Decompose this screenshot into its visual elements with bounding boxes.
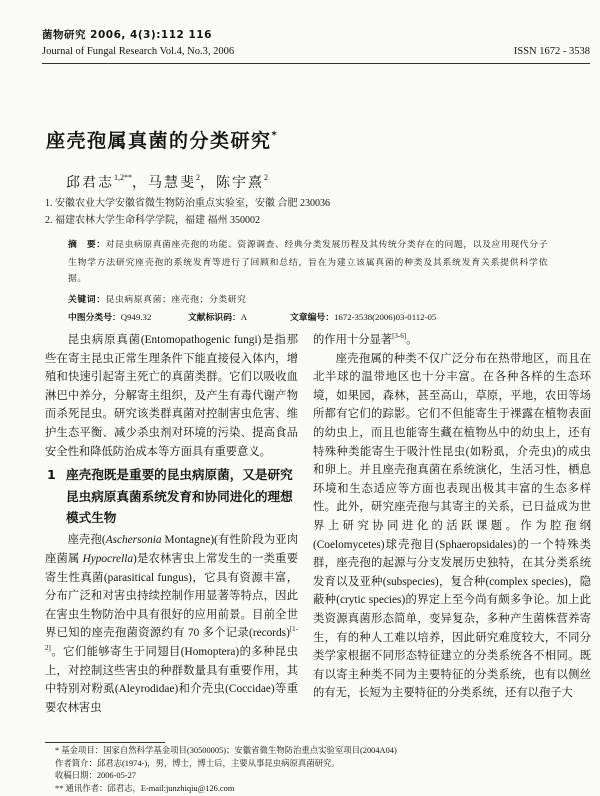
clc-number [68,310,151,323]
author-name: 邱君志 [66,176,114,191]
author-affiliation-mark: 2 [196,173,200,182]
document-code-label: 文献标识码： [188,313,241,323]
issn: ISSN 1672 - 3538 [513,46,590,57]
right-column [313,331,591,703]
teleomorph-name: Hypocrella [82,552,133,565]
section-1-paragraph-1 [45,531,298,717]
header-rule [42,63,590,64]
paragraph-text: 的作用十分显著 [313,334,393,346]
paragraph-text: 。它们能够寄生于同翅目(Homoptera)的多种昆虫上，对控制这些害虫的种群数量具有重要作用，其中特别对粉虱(Aleyrodidae)和介壳虫(Coccidae)等重要农林害虫 [45,645,298,714]
footnote-author-bio: 作者简介：邱君志(1974-)，男，博士，博士后，主要从事昆虫病原真菌研究。 [55,758,340,768]
document-code-value: A [240,312,248,322]
affiliations [45,195,585,229]
abstract [68,236,548,287]
title-text: 座壳孢属真菌的分类研究 [46,130,272,152]
journal-citation-cn: 菌物研究 2006, 4(3):112 116 [42,29,212,41]
paragraph-text: Montagne)(有性阶段为亚肉座菌属 [45,534,298,565]
citation-ref: [3-6] [392,332,407,340]
paragraph-text: 。 [406,334,418,346]
section-1-paragraph-1-continued [313,331,591,350]
intro-paragraph: 昆虫病原真菌(Entomopathogenic fungi)是指那些在寄主昆虫正常生理条件下能直接侵入体内，增殖和快速引起寄主死亡的真菌类群。它们以吸收血淋巴中养分，分解寄主组织，及产生有毒代谢产物而杀死昆虫。研究该类群真菌对控制害虫危害、维护生态平衡、减少杀虫剂对环境的污染、提高食品安全性和降低防治成本等方面具有重要意义。 [45,334,298,458]
section-number: 1 [47,467,56,483]
author-affiliation-mark: 1,2** [114,173,132,182]
left-column [45,331,298,717]
title-note-mark: * [271,130,279,141]
author-name: 马慧斐 [148,176,196,191]
footnote-rule [45,742,165,743]
keywords-label: 关键词： [68,295,106,305]
section-1-heading [45,464,298,528]
journal-citation-en: Journal of Fungal Research Vol.4, No.3, 2006 [42,46,235,57]
paragraph-text: 座壳孢( [67,534,106,547]
abstract-text: 对昆虫病原真菌座壳孢的功能、资源调查、经典分类发展历程及其传统分类存在的问题，以及应用现代分子生物学方法研究座壳孢的系统发育等进行了回顾和总结，旨在为建立该属真菌的种类及其系统发育关系提供科学依据。 [68,239,549,283]
author-separator: ， [200,176,216,191]
keywords [68,292,247,305]
article-title [46,126,278,153]
author-name: 陈宇熹 [216,176,264,191]
genus-name: Aschersonia [105,534,162,547]
footnote-fund: * 基金项目：国家自然科学基金项目(30500005)；安徽省微生物防治重点实验室项目(2004A04) [55,746,397,755]
keywords-text: 昆虫病原真菌；座壳孢；分类研究 [105,294,247,304]
citation-ref: [1-2] [45,625,298,652]
clc-label: 中图分类号： [68,313,121,323]
affiliation-1: 1. 安徽农业大学安徽省微生物防治重点实验室，安徽 合肥 230036 [45,198,330,209]
paragraph-text: )是农林害虫上常发生的一类重要寄生性真菌(parasitical fungus)，它具有资源丰富，分布广泛和对害虫持续控制作用显著等特点，因此在害虫生物防治中具有很好的应用前景。目前全世界已知的座壳孢菌资源约有 70 多个记录(records) [45,552,298,640]
affiliation-2: 2. 福建农林大学生命科学学院，福建 福州 350002 [45,215,260,226]
author-affiliation-mark: 2 [264,173,268,182]
section-1-paragraph-2: 座壳孢属的种类不仅广泛分布在热带地区，而且在北半球的温带地区也十分丰富。在各种各样的生态环境，如果园，森林，甚至高山，草原，平地，农田等场所都有它们的踪影。它们不但能寄生于裸露在植物表面的幼虫上，而且也能寄生藏在植物丛中的幼虫上，还有特殊种类能寄生于吸汁性昆虫(如粉虱，介壳虫)的成虫和卵上。并且座壳孢真菌在系统演化，生活习性，栖息环境和生态适应等方面也表现出极其丰富的生态多样性。此外，研究座壳孢与其寄主的关系，已日益成为世界上研究协同进化的活跃课题。作为腔孢纲(Coelomycetes)球壳孢目(Sphaeropsidales)的一个特殊类群，座壳孢的起源与分支发展历史独特，在其分类系统发育以及亚种(subspecies)，复合种(complex species)，隐蔽种(crytic species)的界定上至今尚有颇多争论。加上此类资源真菌形态简单，变异复杂，多种产生菌株营养寄生，有的种人工难以培养，因此研究难度较大，不同分类学家根据不同形态特征建立的分类系统各不相同。既有以寄主种类不同为主要特征的分类系统，也有以侧丝的有无，长短为主要特征的分类系统，还有以孢子大 [313,352,591,700]
abstract-label: 摘 要： [68,240,106,250]
article-number-label: 文章编号： [290,313,334,323]
article-number-value: 1672-3538(2006)03-0112-05 [334,312,437,322]
footnote-received-date: 收稿日期：2006-05-27 [55,771,136,781]
author-list [66,172,268,192]
article-number [290,310,436,323]
clc-value: Q949.32 [120,312,152,322]
section-heading-text: 座壳孢既是重要的昆虫病原菌，又是研究昆虫病原真菌系统发育和协同进化的理想模式生物 [66,467,293,525]
footnotes [45,745,590,795]
footnote-corresponding-author: ** 通讯作者：邱君志，E-mail:junzhiqiu@126.com [55,783,235,793]
document-code [188,310,247,323]
author-separator: ， [132,176,148,191]
